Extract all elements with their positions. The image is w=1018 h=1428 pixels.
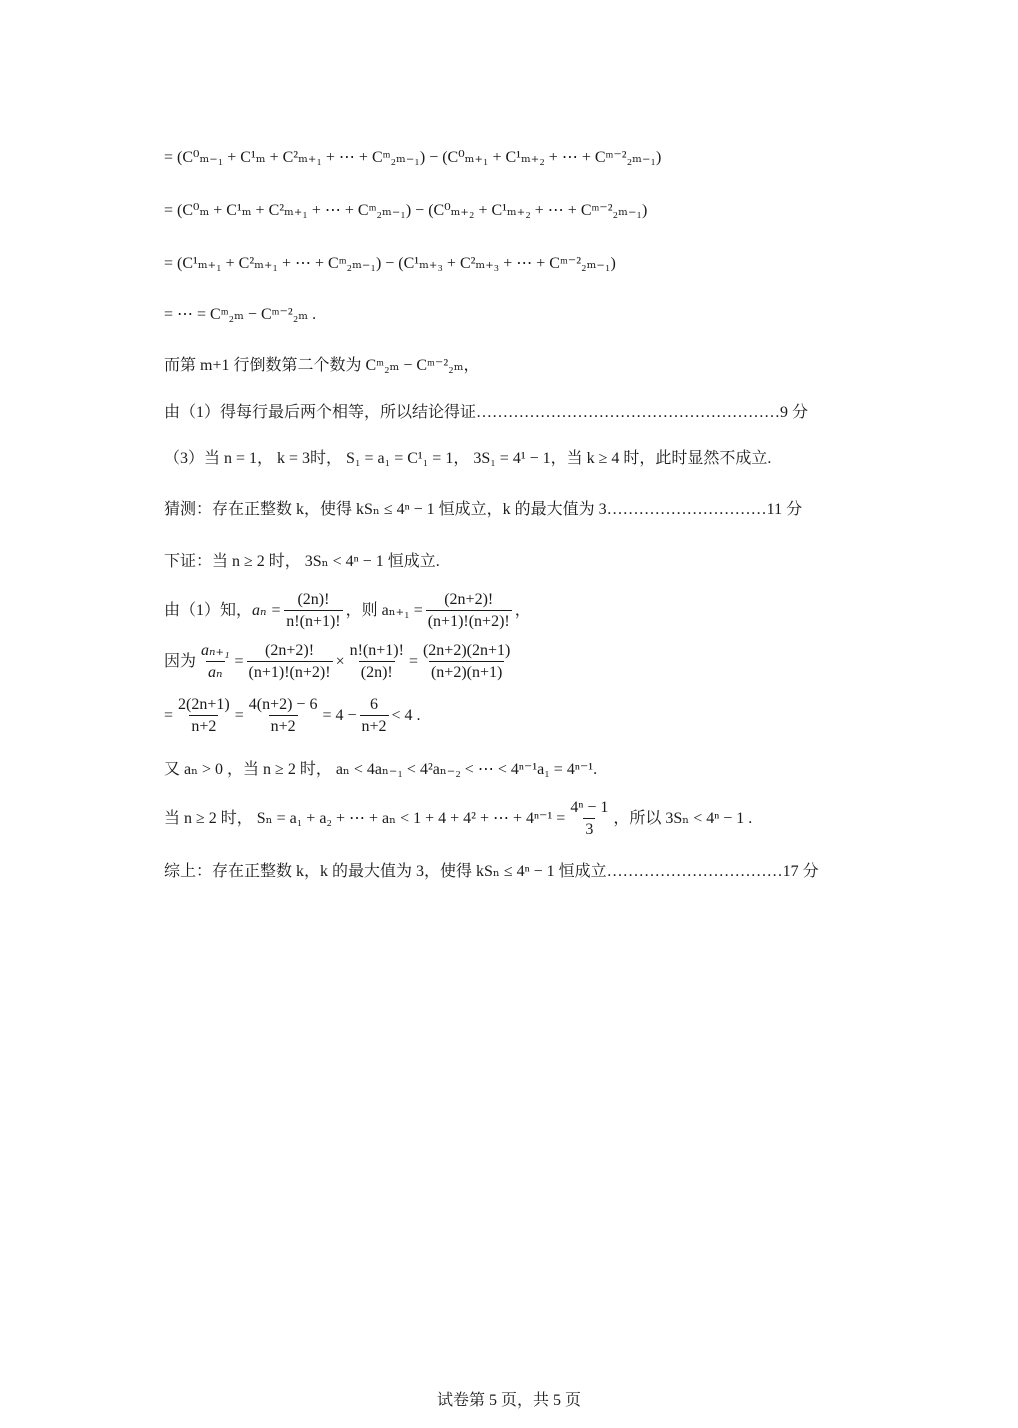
ratio-simplify: = $\frac{2(2n+1)}{n+2}$ = $\frac{4(n+2) - 6}{n+2}$ = 4 − $\frac{6}{n+2}$ < 4 .	[164, 696, 421, 735]
fraction: $\frac{\text{aₙ₊₁}}{\text{aₙ}}$	[201, 642, 230, 681]
ratio-line: 因为 $\frac{\text{aₙ₊₁}}{\text{aₙ}}$ = $\frac{(2n+2)!}{(n+1)!(n+2)!}$ × $\frac{n!(n+1)!}{(2n)!}$ = $\frac{(2n+2)(2n+1)}{(n+2)(n+1)}$	[164, 642, 511, 681]
sum-bound: 当 n ≥ 2 时， Sₙ = a₁ + a₂ + ⋯ + aₙ < 1 + 4 + 4² + ⋯ + 4ⁿ⁻¹ = $\frac{\text{4ⁿ − 1}}{3}$ ，所以 3Sₙ < 4ⁿ − 1 .	[164, 799, 753, 838]
derivation-line-2: = (C⁰ₘ + C¹ₘ + C²ₘ₊₁ + ⋯ + Cᵐ₂ₘ₋₁) − (C⁰ₘ₊₂ + C¹ₘ₊₂ + ⋯ + Cᵐ⁻²₂ₘ₋₁)	[164, 202, 648, 219]
fraction: $\frac{4(n+2) - 6}{n+2}$	[248, 696, 318, 735]
derivation-line-3: = (C¹ₘ₊₁ + C²ₘ₊₁ + ⋯ + Cᵐ₂ₘ₋₁) − (C¹ₘ₊₃ + C²ₘ₊₃ + ⋯ + Cᵐ⁻²₂ₘ₋₁)	[164, 255, 616, 272]
fraction: $\frac{(2n+2)!}{(n+1)!(n+2)!}$	[248, 642, 331, 681]
fraction: $\frac{(2n)!}{n!(n+1)!}$	[286, 591, 341, 630]
fraction: $\frac{(2n+2)!}{(n+1)!(n+2)!}$	[427, 591, 510, 630]
conjecture-line: 猜测：存在正整数 k，使得 kSₙ ≤ 4ⁿ − 1 恒成立，k 的最大值为 3…………………………11 分	[164, 501, 803, 518]
fraction: $\frac{\text{4ⁿ − 1}}{3}$	[570, 799, 609, 838]
derivation-line-4: = ⋯ = Cᵐ₂ₘ − Cᵐ⁻²₂ₘ .	[164, 306, 317, 323]
page-footer: 试卷第 5 页，共 5 页	[436, 1392, 581, 1409]
final-conclusion: 综上：存在正整数 k，k 的最大值为 3，使得 kSₙ ≤ 4ⁿ − 1 恒成立……………………………17 分	[164, 863, 819, 880]
formula-an: 由（1）知， aₙ = $\frac{(2n)!}{n!(n+1)!}$ ，则 aₙ₊₁ = $\frac{(2n+2)!}{(n+1)!(n+2)!}$ ，	[164, 591, 531, 630]
proof-claim: 下证：当 n ≥ 2 时， 3Sₙ < 4ⁿ − 1 恒成立.	[164, 553, 440, 570]
fraction: $\frac{6}{n+2}$	[361, 696, 387, 735]
conclusion-part2: 由（1）得每行最后两个相等，所以结论得证…………………………………………………9 分	[164, 404, 809, 421]
part3-case: （3）当 n = 1， k = 3时， S₁ = a₁ = C¹₁ = 1， 3S₁ = 4¹ − 1，当 k ≥ 4 时，此时显然不成立.	[164, 450, 772, 467]
fraction: $\frac{n!(n+1)!}{(2n)!}$	[349, 642, 404, 681]
fraction: $\frac{(2n+2)(2n+1)}{(n+2)(n+1)}$	[422, 642, 511, 681]
fraction: $\frac{2(2n+1)}{n+2}$	[178, 696, 230, 735]
bound-line: 又 aₙ > 0 ，当 n ≥ 2 时， aₙ < 4aₙ₋₁ < 4²aₙ₋₂ < ⋯ < 4ⁿ⁻¹a₁ = 4ⁿ⁻¹.	[164, 761, 598, 778]
statement-line: 而第 m+1 行倒数第二个数为 Cᵐ₂ₘ − Cᵐ⁻²₂ₘ，	[164, 357, 480, 374]
derivation-line-1: = (C⁰ₘ₋₁ + C¹ₘ + C²ₘ₊₁ + ⋯ + Cᵐ₂ₘ₋₁) − (C⁰ₘ₊₁ + C¹ₘ₊₂ + ⋯ + Cᵐ⁻²₂ₘ₋₁)	[164, 149, 662, 166]
